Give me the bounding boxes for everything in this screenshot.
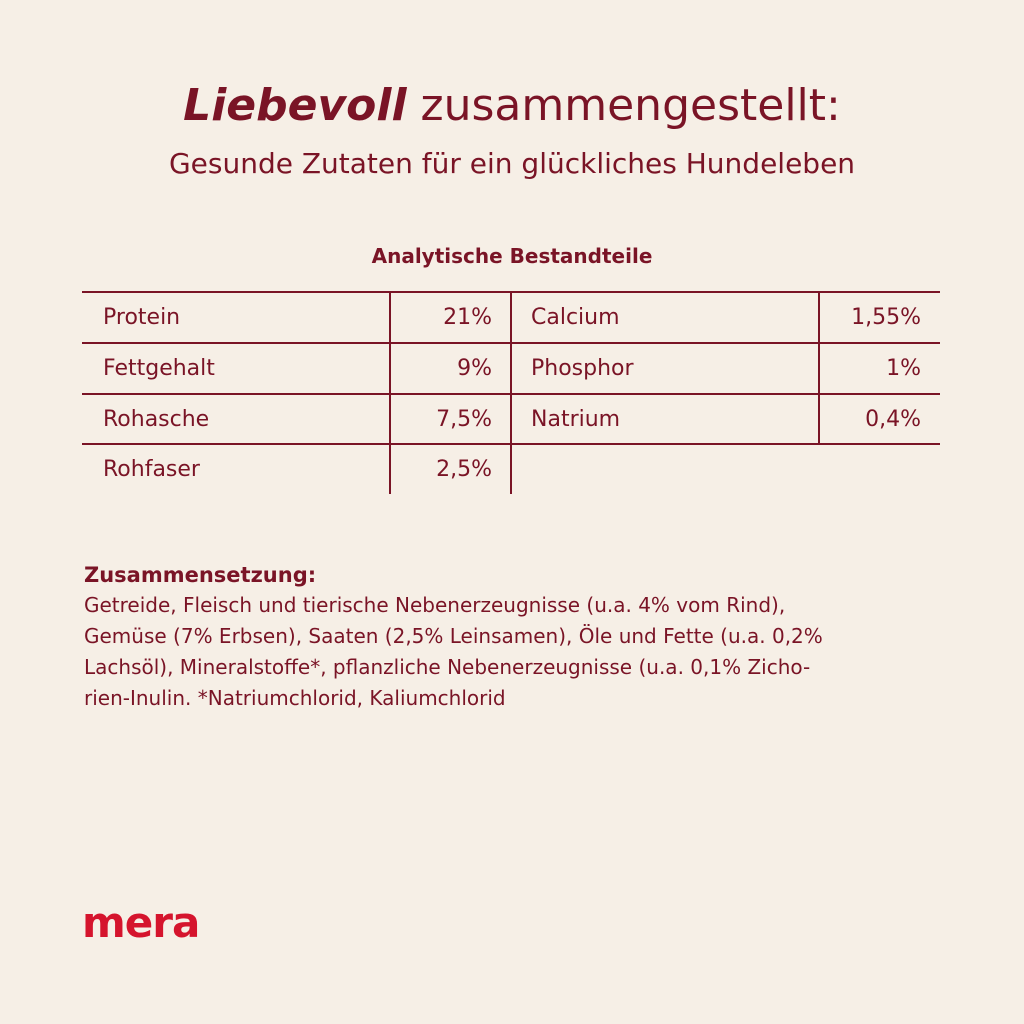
nutrient-label: Rohasche — [103, 407, 210, 432]
nutrient-value: 1,55% — [851, 305, 921, 330]
title-emphasis: Liebevoll — [183, 80, 407, 131]
nutrient-value: 9% — [457, 356, 492, 381]
composition-line: Lachsöl), Mineralstoffe*, pflanzliche Nebenerzeugnisse (u.a. 0,1% Zicho- — [84, 655, 811, 679]
nutrient-value: 0,4% — [865, 407, 921, 432]
page-title — [0, 78, 1024, 134]
nutrient-label: Phosphor — [531, 356, 634, 381]
nutrient-label: Fettgehalt — [103, 356, 215, 381]
nutrient-label: Protein — [103, 305, 181, 330]
nutrient-value: 21% — [443, 305, 492, 330]
nutrient-value: 7,5% — [436, 407, 492, 432]
nutrient-label: Natrium — [531, 407, 621, 432]
brand-logo: mera — [82, 898, 200, 947]
composition-line: Gemüse (7% Erbsen), Saaten (2,5% Leinsamen), Öle und Fette (u.a. 0,2% — [84, 624, 823, 648]
nutrient-value: 1% — [886, 356, 921, 381]
page-subtitle: Gesunde Zutaten für ein glückliches Hundeleben — [168, 147, 856, 180]
nutrient-value: 2,5% — [436, 457, 492, 482]
table-divider-col-1 — [389, 292, 391, 494]
composition-line: rien-Inulin. *Natriumchlorid, Kaliumchlorid — [84, 686, 506, 710]
composition-title: Zusammensetzung: — [84, 563, 317, 587]
nutrient-label: Calcium — [531, 305, 620, 330]
composition-line: Getreide, Fleisch und tierische Nebenerzeugnisse (u.a. 4% vom Rind), — [84, 593, 786, 617]
analysis-table-title: Analytische Bestandteile — [371, 244, 653, 268]
table-divider-col-2 — [510, 292, 512, 494]
nutrient-label: Rohfaser — [103, 457, 200, 482]
title-rest: zusammengestellt: — [406, 80, 841, 131]
composition-text — [84, 590, 944, 714]
